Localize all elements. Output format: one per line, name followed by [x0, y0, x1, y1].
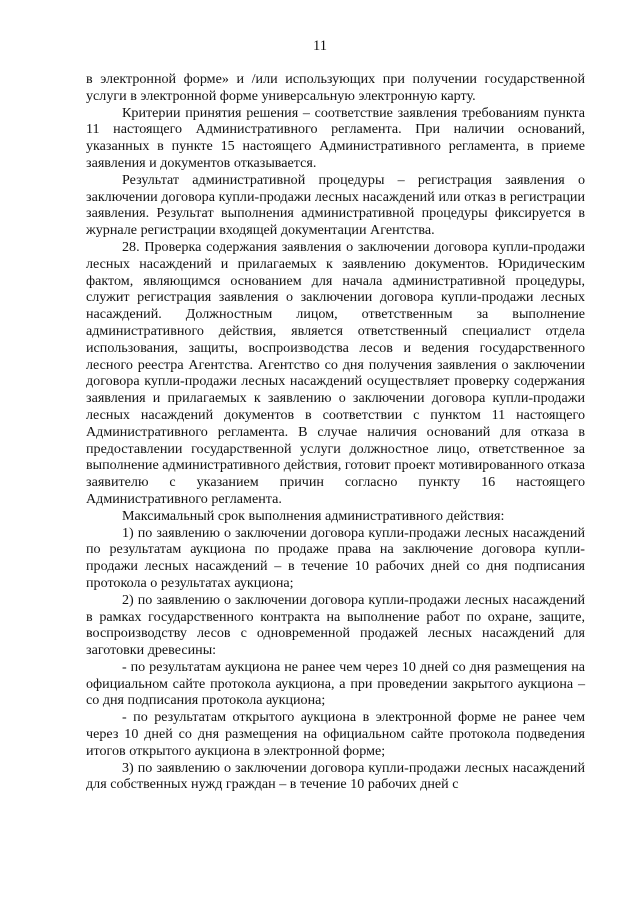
paragraph: 1) по заявлению о заключении договора купли-продажи лесных насаждений по результатам аукциона по продаже права на заключение договора купли-продажи лесных насаждений – в течение 10 рабочих дней со дня подписания протокола о результатах аукциона;: [86, 524, 585, 591]
paragraph: в электронной форме» и /или использующих при получении государственной услуги в электронной форме универсальную электронную карту.: [86, 71, 585, 104]
paragraph: Результат административной процедуры – регистрация заявления о заключении договора купли-продажи лесных насаждений или отказ в регистрации заявления. Результат выполнения административной процедуры фиксируется в журнале регистрации входящей документации Агентства.: [86, 171, 585, 239]
paragraph: Критерии принятия решения – соответствие заявления требованиям пункта 11 настоящего Административного регламента. При наличии оснований, указанных в пункте 15 настоящего Административного регламента, в приеме заявления и документов отказывается.: [86, 104, 585, 171]
paragraph: 28. Проверка содержания заявления о заключении договора купли-продажи лесных насаждений и прилагаемых к заявлению документов. Юридическим фактом, являющимся основанием для начала административной процедуры, служит регистрация заявления о заключении договора купли-продажи лесных насаждений. Должностным лицом, ответственным за выполнение административного действия, является ответственный специалист отдела использования, защиты, воспроизводства лесов и ведения государственного лесного реестра Агентства. Агентство со дня получения заявления о заключении договора купли-продажи лесных насаждений осуществляет проверку содержания заявления и прилагаемых к заявлению о заключении договора купли-продажи лесных насаждений документов в соответствии с пунктом 11 настоящего Административного регламента. В случае наличия оснований для отказа в предоставлении государственной услуги должностное лицо, ответственное за выполнение административного действия, готовит проект мотивированного отказа заявителю с указанием причин согласно пункту 16 настоящего Административного регламента.: [86, 238, 585, 507]
paragraph: - по результатам аукциона не ранее чем через 10 дней со дня размещения на официальном сайте протокола аукциона, а при проведении закрытого аукциона – со дня подписания протокола аукциона;: [86, 658, 585, 709]
paragraph: Максимальный срок выполнения административного действия:: [122, 507, 505, 524]
paragraph: 3) по заявлению о заключении договора купли-продажи лесных насаждений для собственных нужд граждан – в течение 10 рабочих дней с: [86, 759, 585, 793]
page-number: 11: [313, 38, 327, 54]
document-body: [86, 71, 585, 793]
paragraph: - по результатам открытого аукциона в электронной форме не ранее чем через 10 дней со дня размещения на официальном сайте протокола подведения итогов открытого аукциона в электронной форме;: [86, 709, 585, 759]
paragraph: 2) по заявлению о заключении договора купли-продажи лесных насаждений в рамках государственного контракта на выполнение работ по охране, защите, воспроизводству лесов с одновременной продажей лесных насаждений для заготовки древесины:: [86, 591, 585, 659]
